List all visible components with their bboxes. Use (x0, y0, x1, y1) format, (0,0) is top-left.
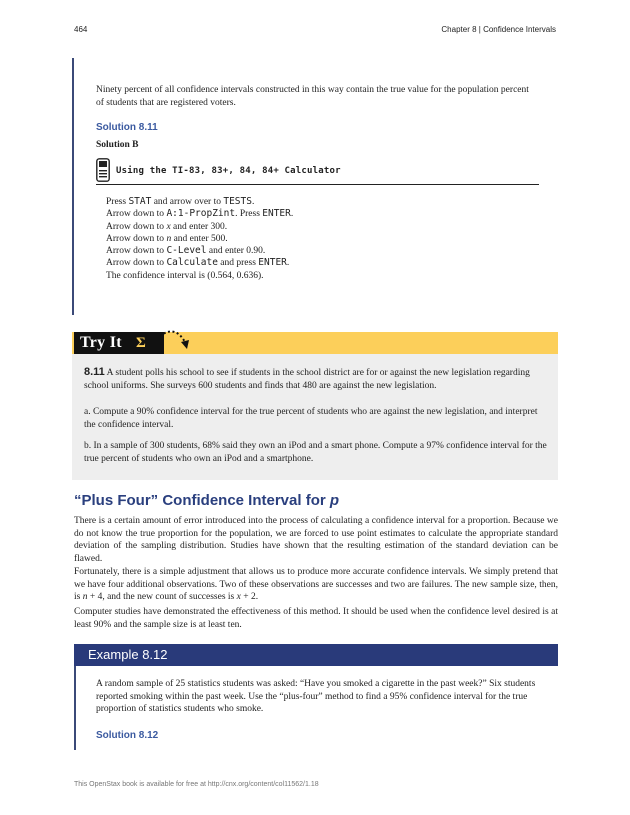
calculator-steps (106, 196, 526, 282)
example-header-bar (74, 644, 558, 666)
try-it-title: Try It (80, 334, 122, 351)
variable: x (236, 592, 241, 602)
step-text: Arrow down to (106, 221, 167, 232)
example-box (74, 666, 560, 750)
page-number: 464 (74, 25, 88, 34)
try-it-problem (84, 366, 548, 392)
body-paragraph-1: There is a certain amount of error introduced into the process of calculating a confidence interval for a proportion. Because we do not know the true proportion for the population, we are forced to use point estimates to calculate the appropriate standard deviation of the sampling distribution. Studies have shown that the resulting estimation of the standard deviation can be flawed. (74, 516, 558, 564)
step-text: Arrow down to (106, 233, 167, 244)
try-it-box (72, 354, 558, 480)
step-text: . (286, 258, 290, 269)
calculator-key: TESTS (223, 196, 252, 207)
step-text: Arrow down to (106, 258, 167, 269)
step-6 (106, 257, 526, 269)
step-7 (106, 270, 526, 282)
heading-text: “Plus Four” Confidence Interval for (74, 492, 330, 509)
paragraph-text: + 2. (240, 592, 259, 602)
calculator-key: STAT (128, 196, 152, 207)
step-text: and enter 0.90. (206, 246, 266, 257)
step-text: and arrow over to (151, 197, 224, 207)
calculator-header (96, 156, 539, 185)
paragraph-text: + 4, and the new count of successes is (87, 592, 237, 602)
step-text: Arrow down to (106, 246, 167, 257)
section-heading (74, 492, 339, 509)
running-head: Chapter 8 | Confidence Intervals (441, 25, 556, 34)
step-2 (106, 208, 526, 220)
calculator-key: ENTER (258, 257, 287, 269)
calculator-title: Using the TI-83, 83+, 84, 84+ Calculator (116, 166, 341, 176)
dotted-arrow-icon (158, 326, 192, 356)
step-5 (106, 245, 526, 257)
step-1 (106, 196, 526, 208)
step-text: and enter 500. (171, 233, 228, 244)
try-it-banner (72, 332, 558, 354)
step-text: Press (106, 197, 129, 207)
example-text: A random sample of 25 statistics students was asked: “Have you smoked a cigarette in the past week?” Six students reported smoking within the past week. Use the “plus-four” method to find a 95% confidence interval for the true proportion of statistics students who smoke. (96, 679, 536, 714)
variable: n (166, 233, 172, 244)
variable: x (166, 221, 171, 232)
step-3 (106, 221, 526, 233)
calculator-key: ENTER (262, 208, 291, 220)
step-text: . (290, 209, 294, 220)
body-paragraph-3: Computer studies have demonstrated the effectiveness of this method. It should be used when the confidence level desired is at least 90% and the sample size is at least ten. (74, 607, 558, 630)
try-it-label (74, 332, 164, 354)
try-it-part-a: a. Compute a 90% confidence interval for the true percent of students who are against the new legislation, and interpret the confidence interval. (84, 407, 538, 430)
step-text: and enter 300. (170, 221, 228, 232)
solution-heading: Solution 8.11 (96, 122, 158, 133)
calculator-icon (96, 158, 110, 182)
heading-variable: p (329, 492, 340, 509)
footer-note: This OpenStax book is available for free at http://cnx.org/content/col11562/1.18 (74, 781, 319, 788)
step-text: Arrow down to (106, 209, 167, 220)
variable: n (82, 592, 88, 602)
step-text: and press (217, 258, 259, 269)
solution-letter: Solution B (96, 140, 139, 150)
example-solution-heading: Solution 8.12 (96, 730, 159, 741)
solution-box (72, 58, 560, 315)
calculator-key: C-Level (166, 245, 207, 257)
body-paragraph-2 (74, 566, 558, 604)
step-text: . Press (235, 209, 263, 220)
exercise-number: 8.11 (84, 366, 105, 378)
paragraph-text: Fortunately, there is a simple adjustment that allows us to produce more accurate confidence intervals. We simply pretend that we have four additional observations. Two of these observations are successes and two are failures. The new sample size, then, is (74, 567, 558, 602)
step-4 (106, 233, 526, 245)
sigma-icon: Σ (136, 335, 146, 351)
calculator-key: A:1-PropZint (166, 208, 236, 220)
step-text: The confidence interval is (0.564, 0.636). (106, 270, 264, 281)
problem-text: A student polls his school to see if students in the school district are for or against the new legislation regarding school uniforms. She surveys 600 students and finds that 480 are against the new legislation. (84, 368, 530, 391)
step-text: . (251, 197, 255, 207)
calculator-key: Calculate (166, 257, 218, 269)
example-title: Example 8.12 (88, 647, 168, 662)
intro-paragraph: Ninety percent of all confidence intervals constructed in this way contain the true value for the population percent of students that are registered voters. (96, 85, 529, 108)
try-it-part-b: b. In a sample of 300 students, 68% said they own an iPod and a smart phone. Compute a 97% confidence interval for the true percent of students who own an iPod and a smartphone. (84, 441, 547, 464)
